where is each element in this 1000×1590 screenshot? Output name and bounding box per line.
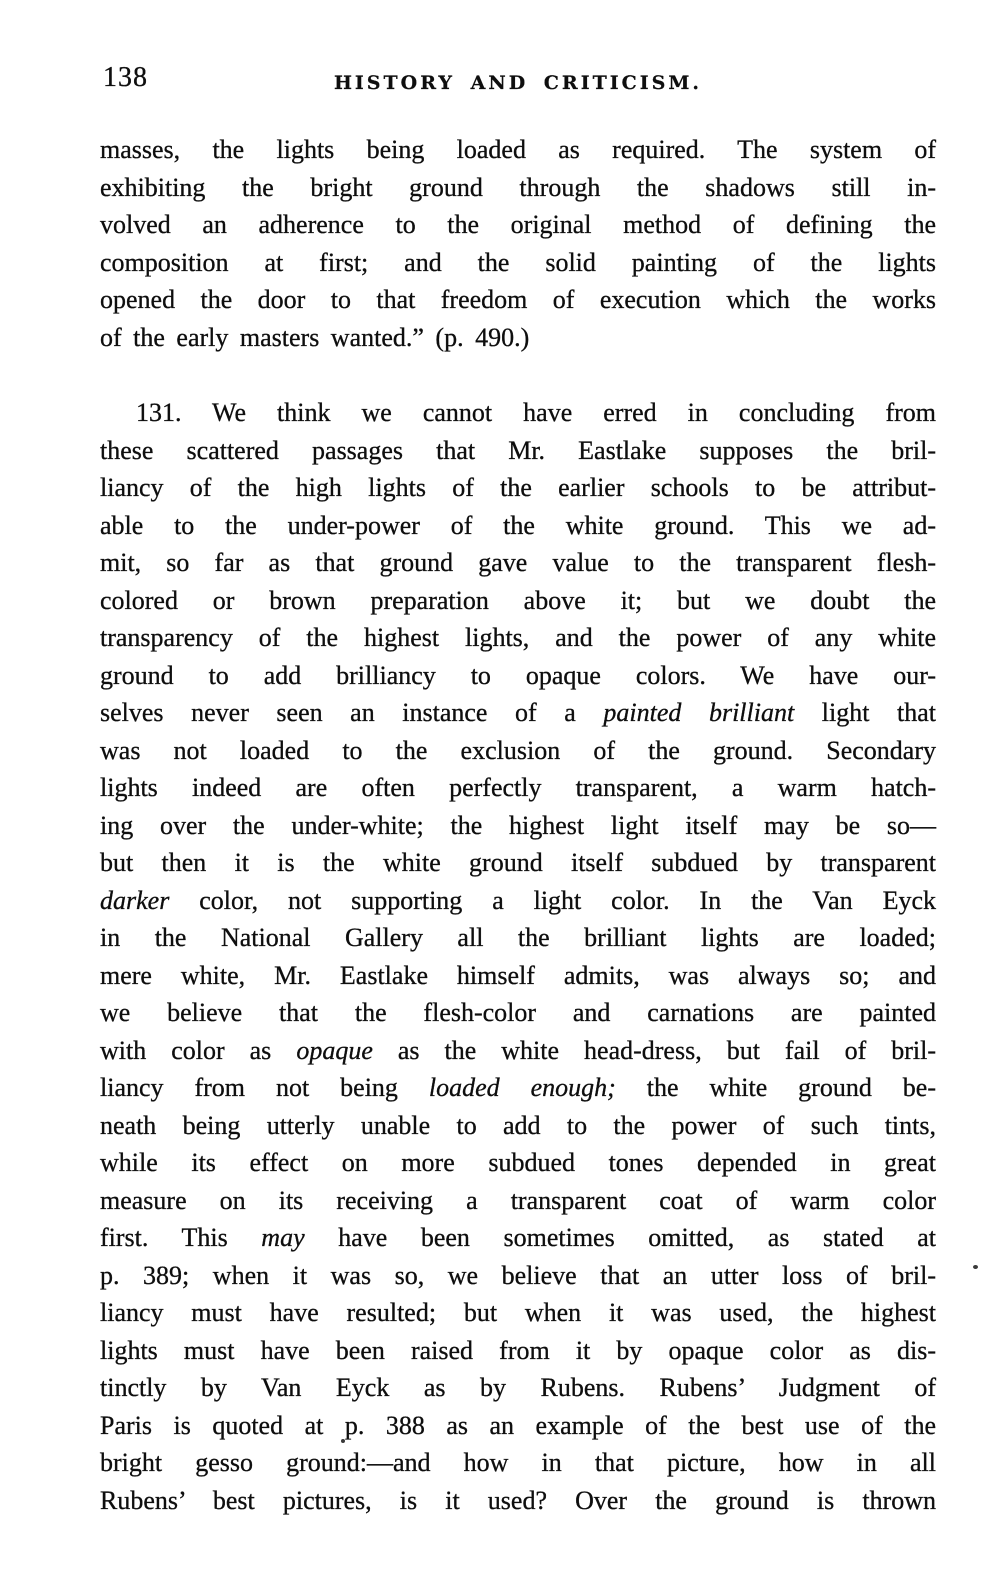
text-line [100, 807, 936, 845]
text-segment: color, not supporting a light color. In the Van Eyck [169, 885, 936, 915]
text-line [100, 1107, 936, 1145]
text-line [100, 1069, 936, 1107]
text-segment: exhibiting the bright ground through the shadows still in- [100, 172, 936, 202]
text-segment: lights must have been raised from it by opaque color as dis- [100, 1335, 936, 1365]
text-line [100, 1032, 936, 1070]
text-segment: but then it is the white ground itself subdued by transparent [100, 848, 936, 877]
text-segment: liancy of the high lights of the earlier schools to be attribut- [100, 473, 936, 502]
text-line [100, 657, 936, 695]
text-line [100, 1407, 936, 1445]
text-segment: mit, so far as that ground gave value to the transparent flesh- [100, 548, 936, 577]
text-line [100, 394, 936, 432]
text-segment: liancy must have resulted; but when it was used, the highest [100, 1298, 936, 1327]
text-line [100, 1444, 936, 1482]
text-line [100, 507, 936, 545]
text-line [100, 206, 936, 244]
italic-text: loaded enough; [428, 1073, 616, 1102]
text-segment: was not loaded to the exclusion of the ground. Secondary [100, 735, 936, 765]
text-line [100, 319, 936, 357]
italic-text: painted brilliant [603, 698, 795, 727]
text-segment: the white ground be- [615, 1073, 936, 1102]
text-line [100, 769, 936, 807]
text-line [100, 1219, 936, 1257]
text-segment: p. 389; when it was so, we believe that an utter loss of bril- [100, 1260, 936, 1290]
italic-text: darker [100, 885, 170, 915]
text-segment: transparency of the highest lights, and the power of any white [100, 623, 936, 652]
page-number: 138 [103, 62, 148, 93]
text-segment: Paris is quoted at p. 388 as an example of the best use of the [100, 1410, 936, 1440]
text-line [100, 1144, 936, 1182]
text-line [100, 882, 936, 920]
italic-text: may [261, 1223, 305, 1252]
text-segment: measure on its receiving a transparent coat of warm color [100, 1185, 936, 1215]
text-line [100, 244, 936, 282]
text-line [100, 1257, 936, 1295]
text-segment: in the National Gallery all the brilliant lights are loaded; [100, 923, 936, 952]
text-line [100, 169, 936, 207]
text-segment: tinctly by Van Eyck as by Rubens. Rubens’ Judgment of [100, 1373, 936, 1402]
text-line [100, 957, 936, 995]
text-line [100, 544, 936, 582]
scan-speck [341, 1439, 345, 1443]
text-line [100, 1182, 936, 1220]
text-line [100, 1482, 936, 1520]
text-segment: volved an adherence to the original method of defining the [100, 210, 936, 239]
text-line [100, 732, 936, 770]
text-line [100, 281, 936, 319]
text-segment: masses, the lights being loaded as required. The system of [100, 135, 936, 164]
text-segment: bright gesso ground:—and how in that picture, how in all [100, 1448, 936, 1477]
text-segment: we believe that the flesh-color and carnations are painted [100, 998, 936, 1027]
text-line [100, 469, 936, 507]
scan-speck [973, 1265, 978, 1269]
text-segment: Rubens’ best pictures, is it used? Over the ground is thrown [100, 1485, 936, 1515]
text-line [100, 1332, 936, 1370]
text-segment: opened the door to that freedom of execution which the works [100, 285, 936, 314]
text-segment: able to the under-power of the white ground. This we ad- [100, 510, 936, 540]
text-segment: lights indeed are often perfectly transparent, a warm hatch- [100, 773, 936, 802]
text-line [100, 131, 936, 169]
text-segment: selves never seen an instance of a [100, 698, 604, 727]
text-segment: first. This [100, 1223, 262, 1252]
paragraph [100, 131, 936, 356]
running-header: HISTORY AND CRITICISM. [333, 72, 703, 94]
text-segment: have been sometimes omitted, as stated at [304, 1223, 937, 1252]
text-line [100, 619, 936, 657]
text-line [100, 1294, 936, 1332]
text-segment: ing over the under-white; the highest light itself may be so— [100, 810, 936, 840]
text-line [100, 994, 936, 1032]
paragraph [100, 394, 936, 1519]
text-segment: colored or brown preparation above it; but we doubt the [100, 585, 936, 615]
text-line [100, 919, 936, 957]
italic-text: opaque [296, 1035, 373, 1065]
text-segment: as the white head-dress, but fail of bril- [372, 1035, 936, 1065]
text-block [100, 131, 936, 1519]
text-line [100, 694, 936, 732]
text-segment: composition at first; and the solid painting of the lights [100, 247, 936, 277]
text-line [100, 844, 936, 882]
text-line [100, 432, 936, 470]
text-segment: 131. We think we cannot have erred in concluding from [136, 398, 936, 427]
text-segment: mere white, Mr. Eastlake himself admits, was always so; and [100, 960, 936, 990]
text-segment: while its effect on more subdued tones depended in great [100, 1148, 936, 1177]
text-line [100, 1369, 936, 1407]
text-segment: these scattered passages that Mr. Eastlake supposes the bril- [100, 435, 936, 465]
text-segment: ground to add brilliancy to opaque colors. We have our- [100, 660, 936, 690]
text-segment: neath being utterly unable to add to the power of such tints, [100, 1110, 936, 1140]
text-segment: liancy from not being [100, 1073, 429, 1102]
text-segment: light that [794, 698, 936, 727]
text-segment: with color as [100, 1035, 297, 1065]
text-segment: of the early masters wanted.” (p. 490.) [100, 322, 530, 352]
text-line [100, 582, 936, 620]
